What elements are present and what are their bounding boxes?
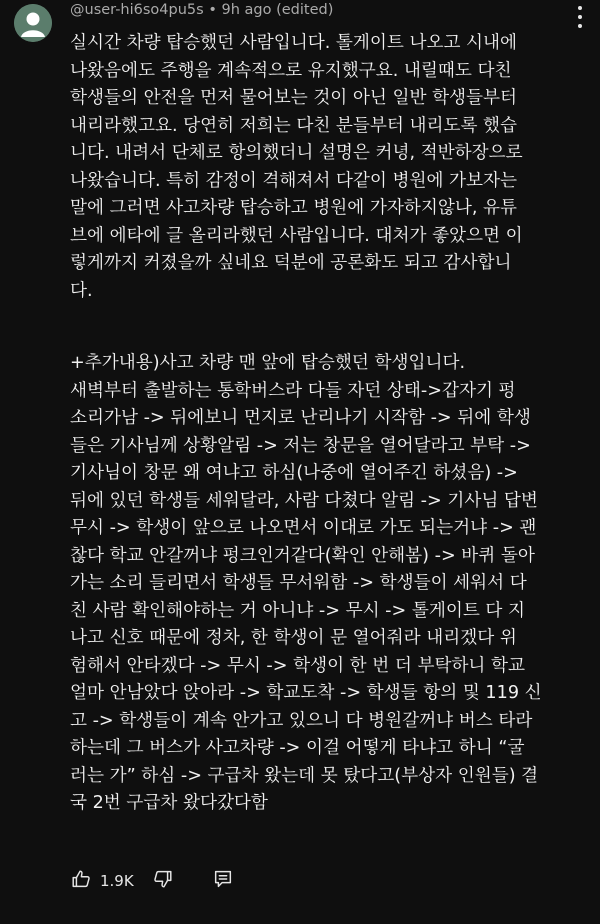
comment-line: 러는 가” 하심 -> 구급차 왔는데 못 탔다고(부상자 인원들) 결 [70, 765, 539, 786]
avatar[interactable] [14, 4, 52, 42]
comment-line: 다. [70, 280, 93, 301]
comment-actions [70, 866, 234, 896]
comment-line: 기사님이 창문 왜 여냐고 하심(나중에 열어주긴 하셨음) -> [70, 463, 518, 483]
comment-line: 말에 그러면 사고차량 탑승하고 병원에 가자하지않나, 유튜 [70, 198, 518, 218]
reply-icon [212, 868, 234, 894]
username[interactable]: @user-hi6so4pu5s [70, 2, 204, 18]
comment-line: 무시 -> 학생이 앞으로 나오면서 이대로 가도 되는거냐 -> 괜 [70, 518, 537, 538]
edited-label: (edited) [276, 2, 334, 18]
comment-paragraph-1 [70, 30, 560, 305]
comment-line: 소리가남 -> 뒤에보니 먼지로 난리나기 시작함 -> 뒤에 학생 [70, 408, 531, 428]
comment-line: 내리라했고요. 당연히 저희는 다친 분들부터 내리도록 했습 [70, 115, 518, 136]
comment-line: 얼마 안남았다 앉아라 -> 학교도착 -> 학생들 항의 및 119 신 [70, 683, 542, 703]
separator: • [208, 2, 217, 18]
comment-line: 고 -> 학생들이 계속 안가고 있으니 다 병원갈꺼냐 버스 타라 [70, 710, 533, 731]
comment-line: +추가내용)사고 차량 맨 앞에 탑승했던 학생입니다. [70, 353, 466, 373]
comment-line: 실시간 차량 탑승했던 사람입니다. 톨게이트 나오고 시내에 [70, 33, 518, 53]
comment-line: 하는데 그 버스가 사고차량 -> 이걸 어떻게 타냐고 하니 “굴 [70, 738, 525, 758]
thumb-up-icon [70, 868, 92, 894]
comment-line: 친 사람 확인해야하는 거 아니냐 -> 무시 -> 톨게이트 다 지 [70, 600, 526, 621]
like-button[interactable] [70, 868, 134, 894]
comment-line: 학생들의 안전을 먼저 물어보는 것이 아닌 일반 학생들부터 [70, 88, 518, 108]
comment-line: 나고 신호 때문에 정차, 한 학생이 문 열어줘라 내리겠다 위 [70, 628, 517, 648]
comment-line: 브에 에타에 글 올리라했던 사람입니다. 대처가 좋았으면 이 [70, 225, 523, 246]
comment-line: 새벽부터 출발하는 통학버스라 다들 자던 상태->갑자기 펑 [70, 380, 516, 401]
comment-line: 가는 소리 들리면서 학생들 무서워함 -> 학생들이 세워서 다 [70, 573, 527, 593]
comment-line: 나왔습니다. 특히 감정이 격해져서 다같이 병원에 가보자는 [70, 170, 518, 191]
comment-line: 렇게까지 커졌을까 싶네요 덕분에 공론화도 되고 감사합니 [70, 253, 512, 273]
thumb-down-icon [152, 868, 174, 894]
like-count: 1.9K [100, 872, 134, 890]
comment-body [70, 30, 560, 818]
reply-button[interactable] [212, 868, 234, 894]
dislike-button[interactable] [152, 868, 174, 894]
comment-header [70, 2, 333, 18]
comment-line: 뒤에 있던 학생들 세워달라, 사람 다쳤다 알림 -> 기사님 답변 [70, 490, 538, 511]
timestamp: 9h ago [221, 2, 272, 18]
more-vert-icon[interactable] [572, 4, 588, 30]
comment-line: 험해서 안타겠다 -> 무시 -> 학생이 한 번 더 부탁하니 학교 [70, 655, 526, 676]
comment-line: 찮다 학교 안갈꺼냐 펑크인거같다(확인 안해봄) -> 바퀴 돌아 [70, 545, 535, 566]
comment-line: 니다. 내려서 단체로 항의했더니 설명은 커녕, 적반하장으로 [70, 143, 523, 163]
comment-line: 들은 기사님께 상황알림 -> 저는 창문을 열어달라고 부탁 -> [70, 435, 531, 456]
comment-paragraph-2 [70, 350, 560, 818]
comment-line: 국 2번 구급차 왔다갔다함 [70, 793, 268, 813]
comment-line: 나왔음에도 주행을 계속적으로 유지했구요. 내릴때도 다친 [70, 60, 512, 81]
